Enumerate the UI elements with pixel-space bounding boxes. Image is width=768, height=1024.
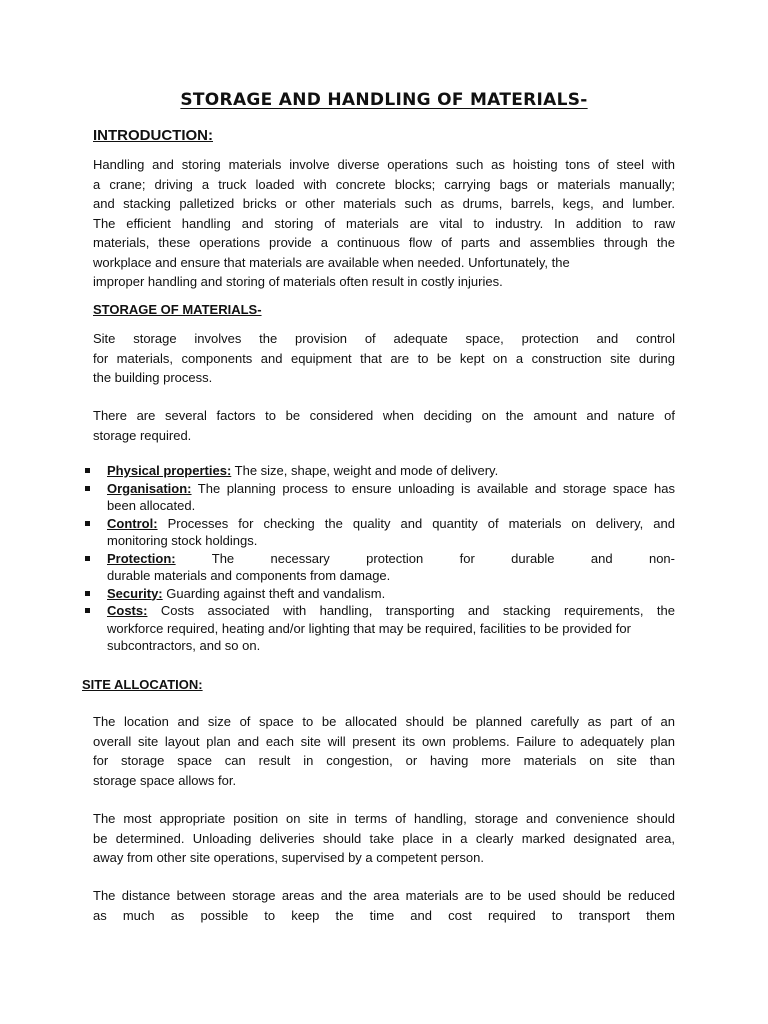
factor-text: The planning process to ensure unloading is available and storage space has [191, 480, 675, 496]
factor-text: Processes for checking the quality and quantity of materials on delivery, and [157, 515, 675, 531]
factor-text: The necessary protection for durable and non- [175, 550, 675, 566]
factor-label: Protection: [107, 550, 176, 566]
site-paragraph-3 [93, 886, 675, 925]
factor-text: Costs associated with handling, transporting and stacking requirements, the [147, 603, 675, 618]
list-item [78, 550, 675, 585]
bullet-icon [85, 486, 90, 491]
introduction-heading: INTRODUCTION: [93, 127, 213, 144]
storage-factors-list [78, 462, 675, 655]
text-line: The efficient handling and storing of materials are vital to industry. In addition to raw [93, 215, 675, 231]
bullet-icon [85, 591, 90, 596]
storage-paragraph-2 [93, 406, 675, 445]
text-line: for materials, components and equipment that are to be kept on a construction site during [93, 350, 675, 366]
site-paragraph-2 [93, 809, 675, 868]
factor-text: Guarding against theft and vandalism. [162, 585, 386, 601]
text-line: storage required. [93, 427, 192, 443]
factor-label: Organisation: [107, 480, 192, 496]
bullet-icon [85, 521, 90, 526]
factor-label: Costs: [107, 603, 148, 618]
text-line: Site storage involves the provision of adequate space, protection and control [93, 331, 675, 346]
text-line: a crane; driving a truck loaded with concrete blocks; carrying bags or materials manually; [93, 176, 675, 192]
site-paragraph-1 [93, 712, 675, 790]
text-line: as much as possible to keep the time and cost required to transport them [93, 907, 675, 923]
text-line: and stacking palletized bricks or other materials such as drums, barrels, kegs, and lumber. [93, 196, 675, 211]
bullet-icon [85, 608, 90, 613]
list-item [78, 462, 675, 480]
text-line: Handling and storing materials involve diverse operations such as hoisting tons of steel with [93, 157, 675, 172]
text-line: There are several factors to be considered when deciding on the amount and nature of [93, 408, 675, 423]
factor-text-continued: monitoring stock holdings. [107, 533, 258, 548]
factor-text: The size, shape, weight and mode of delivery. [231, 463, 499, 478]
text-line: workplace and ensure that materials are available when needed. Unfortunately, the [93, 254, 570, 270]
text-line: The most appropriate position on site in terms of handling, storage and convenience should [93, 811, 675, 826]
text-line: storage space allows for. [93, 772, 237, 788]
storage-paragraph-1 [93, 329, 675, 388]
text-line: be determined. Unloading deliveries should take place in a clearly marked designated area, [93, 830, 675, 846]
bullet-icon [85, 468, 90, 473]
document-title: STORAGE AND HANDLING OF MATERIALS- [180, 90, 588, 110]
text-line: the building process. [93, 370, 213, 385]
list-item [78, 515, 675, 550]
bullet-icon [85, 556, 90, 561]
factor-label: Security: [107, 585, 163, 601]
factor-text-continued: been allocated. [107, 498, 196, 513]
text-line: overall site layout plan and each site will present its own problems. Failure to adequately plan [93, 733, 675, 749]
list-item [78, 585, 675, 603]
factor-text-continued: workforce required, heating and/or lighting that may be required, facilities to be provided for subcontractors, and so on. [107, 620, 631, 653]
introduction-paragraph [93, 155, 675, 292]
text-line: for storage space can result in congestion, or having more materials on site than [93, 753, 675, 768]
text-line: materials, these operations provide a continuous flow of parts and assemblies through the [93, 235, 675, 250]
text-line: The location and size of space to be allocated should be planned carefully as part of an [93, 714, 675, 729]
list-item [78, 480, 675, 515]
site-allocation-heading: SITE ALLOCATION: [82, 677, 203, 692]
factor-text-continued: durable materials and components from damage. [107, 568, 391, 583]
text-line: away from other site operations, supervised by a competent person. [93, 850, 484, 865]
factor-label: Physical properties: [107, 463, 232, 478]
text-line: The distance between storage areas and the area materials are to be used should be reduced [93, 888, 675, 903]
storage-heading: STORAGE OF MATERIALS- [93, 302, 262, 317]
list-item [78, 602, 675, 655]
factor-label: Control: [107, 515, 158, 531]
text-line: improper handling and storing of materials often result in costly injuries. [93, 274, 503, 289]
